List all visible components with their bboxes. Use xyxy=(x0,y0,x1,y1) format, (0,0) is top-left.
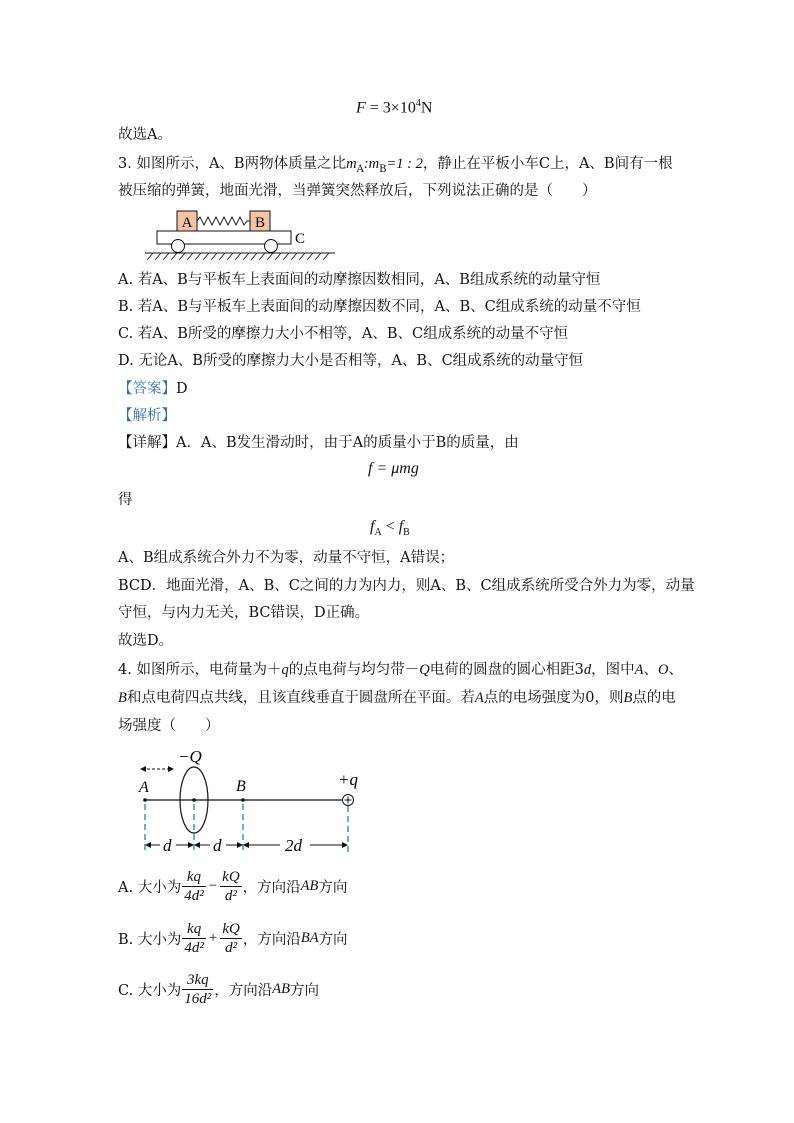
q3-figure xyxy=(145,206,345,262)
q4-figure xyxy=(130,742,370,860)
q3-detail-line-3: BCD．地面光滑，A、B、C之间的力为内力，则A、B、C组成系统所受合外力为零，动量 xyxy=(118,578,695,594)
q3-detail-line-4: 守恒，与内力无关，BC错误，D正确。 xyxy=(118,605,370,621)
q3-conclusion: 故选D。 xyxy=(118,633,174,649)
formula-friction-compare: $f_A < f_B$ xyxy=(370,518,410,539)
q3-de: 得 xyxy=(118,492,133,508)
q3-stem-line-1: 3. 如图所示，A、B两物体质量之比$m_A:m_B=1$ : 2，静止在平板小车C上，A、B间有一根 xyxy=(118,156,673,175)
q4-disc-label: −Q xyxy=(178,747,202,766)
q3-spring xyxy=(197,217,250,225)
q3-stem-line-2: 被压缩的弹簧，地面光滑，当弹簧突然释放后，下列说法正确的是（ ） xyxy=(118,183,597,199)
q4-option-c: C. 大小为 $\frac{3kq}{\text{16d²}}$ ，方向沿 AB 方向 xyxy=(118,972,320,1007)
q4-option-a: A. 大小为 $\frac{kq}{\text{4d²}}$ − $\frac{kQ}{\text{d²}}$ ，方向沿 AB 方向 xyxy=(118,869,348,904)
q4-dim-2: d xyxy=(213,836,222,855)
q3-option-b: B. 若A、B与平板车上表面间的动摩擦因数不同，A、B、C组成系统的动量不守恒 xyxy=(118,299,641,315)
answer-tag: 【答案】 xyxy=(118,381,176,397)
q3-detail-line-1: 【详解】A．A、B发生滑动时，由于A的质量小于B的质量，由 xyxy=(118,435,519,451)
q3-option-d: D. 无论A、B所受的摩擦力大小是否相等，A、B、C组成系统的动量守恒 xyxy=(118,353,584,369)
q4-stem-line-1: 4. 如图所示，电荷量为＋q的点电荷与均匀带－Q电荷的圆盘的圆心相距3d，图中A、O、 xyxy=(118,662,684,678)
q4-dim-3: 2d xyxy=(285,836,302,855)
q3-option-a: A. 若A、B与平板车上表面间的动摩擦因数相同，A、B组成系统的动量守恒 xyxy=(118,272,601,288)
q4-point-b-label: B xyxy=(236,778,246,795)
q3-detail-line-2: A、B组成系统合外力不为零，动量不守恒，A错误； xyxy=(118,550,455,566)
formula-friction: f = μmg xyxy=(368,460,419,477)
formula-force: $F = 3\times 10^4N$ xyxy=(356,98,433,117)
q3-analysis-tag: 【解析】 xyxy=(118,408,176,424)
q3-cart-label: C xyxy=(295,231,306,247)
q3-option-c: C. 若A、B所受的摩擦力大小不相等，A、B、C组成系统的动量不守恒 xyxy=(118,326,569,342)
q4-point-a-label: A xyxy=(139,779,149,796)
q4-option-b: B. 大小为 $\frac{kq}{\text{4d²}}$ + $\frac{kQ}{\text{d²}}$ ，方向沿 BA 方向 xyxy=(118,921,348,956)
q4-dim-1: d xyxy=(163,836,172,855)
q2-conclusion: 故选A。 xyxy=(118,127,172,143)
q3-block-a-label: A xyxy=(181,215,193,231)
q4-charge-label: +q xyxy=(338,770,358,789)
q3-block-b-label: B xyxy=(254,215,266,231)
q3-answer: 【答案】D xyxy=(118,381,188,397)
q4-stem-line-3: 场强度（ ） xyxy=(118,718,220,734)
q4-stem-line-2: B和点电荷四点共线，且该直线垂直于圆盘所在平面。若A点的电场强度为0，则B点的电 xyxy=(118,690,676,706)
